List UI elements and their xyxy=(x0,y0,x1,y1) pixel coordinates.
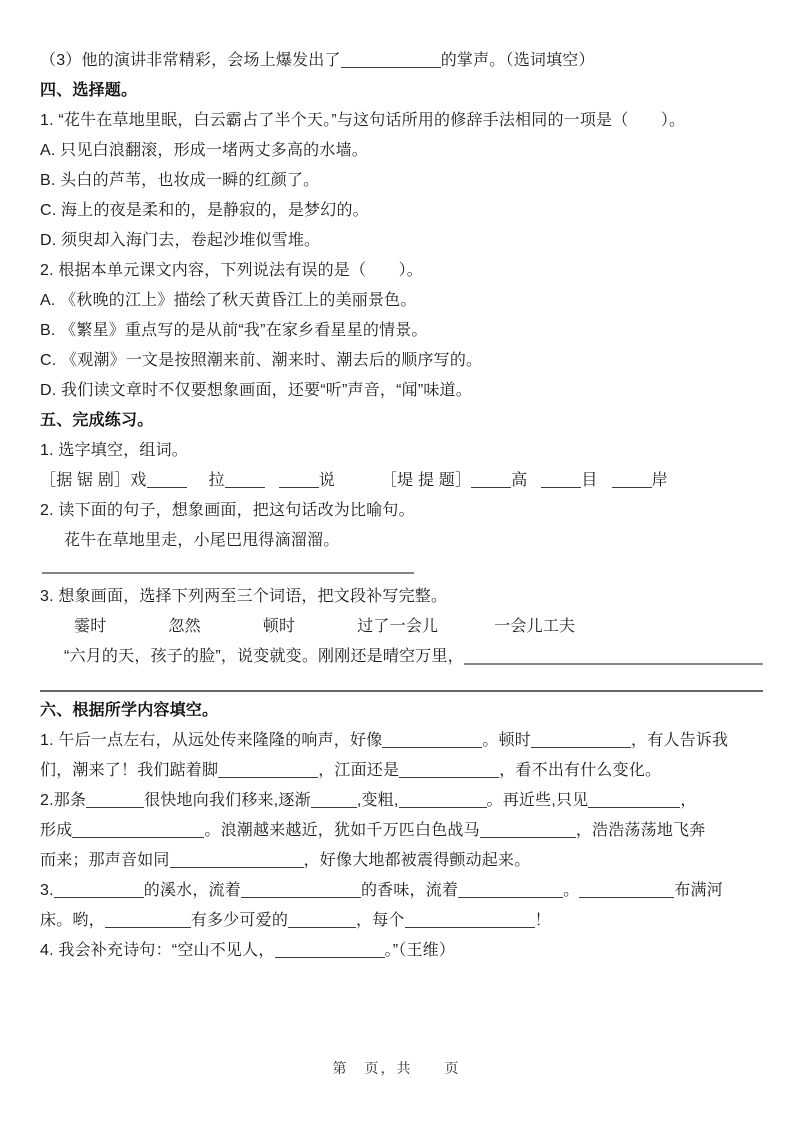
q5-2-answer-line xyxy=(42,572,414,574)
text-segment: 过了一会儿 xyxy=(357,618,439,635)
fill-in-blank xyxy=(588,793,680,808)
text-segment: 2. 读下面的句子，想象画面，把这句话改为比喻句。 xyxy=(40,502,415,519)
text-segment: 有多少可爱的 xyxy=(190,912,289,929)
q4-2-option-b xyxy=(40,316,763,346)
q5-2-stem xyxy=(40,496,763,526)
fill-in-blank xyxy=(399,763,499,778)
text-segment: ，江面还是 xyxy=(318,762,400,779)
text-segment: 。”（王维） xyxy=(384,942,456,959)
fill-in-blank xyxy=(72,823,204,838)
spacer xyxy=(201,630,263,631)
text-segment: 说 xyxy=(318,472,335,489)
text-segment: 。浪潮越来越近，犹如千万匹白色战马 xyxy=(204,822,480,839)
q4-1-option-a xyxy=(40,136,763,166)
text-segment: ［堤 提 题］ xyxy=(380,472,472,489)
text-segment: 四、选择题。 xyxy=(40,82,138,99)
text-segment: 六、根据所学内容填空。 xyxy=(40,702,219,719)
text-segment: ，好像大地都被震得颤动起来。 xyxy=(303,852,531,869)
q6-3-line-2 xyxy=(40,906,763,936)
text-segment: A. 只见白浪翻滚，形成一堵两丈多高的水墙。 xyxy=(40,142,368,159)
q6-2-line-1 xyxy=(40,786,763,816)
fill-in-blank xyxy=(579,883,674,898)
fill-in-blank xyxy=(341,53,441,68)
text-segment: 顿时 xyxy=(262,618,296,635)
q6-4-poem-fill xyxy=(40,936,763,966)
fill-in-blank xyxy=(147,473,187,488)
text-segment: C. 海上的夜是柔和的，是静寂的，是梦幻的。 xyxy=(40,202,369,219)
text-segment: ［据 锯 剧］戏 xyxy=(40,472,147,489)
fill-in-blank xyxy=(241,883,361,898)
fill-in-blank xyxy=(458,883,563,898)
text-segment: 3. 想象画面，选择下列两至三个词语，把文段补写完整。 xyxy=(40,588,448,605)
text-segment: 的溪水，流着 xyxy=(143,882,241,899)
fill-in-blank xyxy=(311,793,357,808)
text-segment: 拉 xyxy=(208,472,225,489)
q5-3-answer-line xyxy=(40,690,763,692)
fill-in-blank xyxy=(279,473,319,488)
fill-in-blank xyxy=(471,473,511,488)
text-segment: 形成 xyxy=(40,822,73,839)
fill-in-blank xyxy=(541,473,581,488)
section-4-heading xyxy=(40,76,763,106)
q6-3-line-1 xyxy=(40,876,763,906)
text-segment: 1. “花牛在草地里眠，白云霸占了半个天。”与这句话所用的修辞手法相同的一项是（ ）。 xyxy=(40,112,686,129)
spacer xyxy=(187,484,209,485)
text-segment: D. 须臾却入海门去，卷起沙堆似雪堆。 xyxy=(40,232,321,249)
fill-in-blank xyxy=(288,913,356,928)
text-segment: 4. 我会补充诗句：“空山不见人， xyxy=(40,942,275,959)
fill-in-blank xyxy=(218,763,318,778)
q5-1-stem xyxy=(40,436,763,466)
text-segment: 岸 xyxy=(651,472,668,489)
text-segment: 的香味，流着 xyxy=(360,882,459,899)
text-segment: 目 xyxy=(581,472,598,489)
fill-in-blank xyxy=(480,823,576,838)
text-segment: ，有人告诉我 xyxy=(631,732,729,749)
text-segment: C. 《观潮》一文是按照潮来前、潮来时、潮去后的顺序写的。 xyxy=(40,352,483,369)
text-segment: 布满河 xyxy=(674,882,723,899)
text-segment: 忽然 xyxy=(168,618,201,635)
text-segment: 2.那条 xyxy=(40,792,87,809)
spacer xyxy=(527,484,541,485)
spacer xyxy=(438,630,494,631)
fill-in-blank xyxy=(464,663,763,665)
section-5-heading xyxy=(40,406,763,436)
q4-1-option-b xyxy=(40,166,763,196)
fill-in-blank xyxy=(86,793,144,808)
text-segment: 。 xyxy=(563,882,580,899)
text-segment: 。顿时 xyxy=(482,732,531,749)
q6-2-line-3 xyxy=(40,846,763,876)
text-segment: A. 《秋晚的江上》描绘了秋天黄昏江上的美丽景色。 xyxy=(40,292,417,309)
text-segment: 床。哟， xyxy=(40,912,105,929)
text-segment: ！ xyxy=(534,912,551,929)
q4-1-stem xyxy=(40,106,763,136)
text-segment: D. 我们读文章时不仅要想象画面，还要“听”声音，“闻”味道。 xyxy=(40,382,472,399)
q5-3-passage xyxy=(40,642,763,672)
section-6-heading xyxy=(40,696,763,726)
fill-in-blank xyxy=(382,733,482,748)
q4-2-option-d xyxy=(40,376,763,406)
text-segment: ,变粗, xyxy=(356,792,399,809)
text-segment: 花牛在草地里走，小尾巴甩得滴溜溜。 xyxy=(64,532,340,549)
text-segment: B. 《繁星》重点写的是从前“我”在家乡看星星的情景。 xyxy=(40,322,428,339)
spacer xyxy=(335,484,381,485)
text-segment: （3）他的演讲非常精彩，会场上爆发出了 xyxy=(40,52,341,69)
fill-in-blank xyxy=(54,883,144,898)
q4-1-option-c xyxy=(40,196,763,226)
question-3-word-fill xyxy=(40,46,763,76)
text-segment: 霎时 xyxy=(74,618,107,635)
text-segment: 而来；那声音如同 xyxy=(40,852,170,869)
q4-1-option-d xyxy=(40,226,763,256)
q4-2-stem xyxy=(40,256,763,286)
text-segment: 3. xyxy=(40,882,54,899)
text-segment: 。再近些,只见 xyxy=(486,792,589,809)
q4-2-option-c xyxy=(40,346,763,376)
q5-3-stem xyxy=(40,582,763,612)
fill-in-blank xyxy=(405,913,535,928)
q5-2-sentence xyxy=(40,526,763,556)
text-segment: 1. 选字填空，组词。 xyxy=(40,442,188,459)
text-segment: B. 头白的芦苇，也妆成一瞬的红颜了。 xyxy=(40,172,320,189)
q4-2-option-a xyxy=(40,286,763,316)
text-segment: 2. 根据本单元课文内容，下列说法有误的是（ ）。 xyxy=(40,262,423,279)
fill-in-blank xyxy=(170,853,304,868)
text-segment: 一会儿工夫 xyxy=(494,618,576,635)
text-segment: 高 xyxy=(511,472,528,489)
q5-3-word-bank xyxy=(40,612,763,642)
fill-in-blank xyxy=(612,473,652,488)
text-segment: ，看不出有什么变化。 xyxy=(499,762,662,779)
q6-2-line-2 xyxy=(40,816,763,846)
q5-1-character-blanks xyxy=(40,466,763,496)
text-segment: “六月的天，孩子的脸”，说变就变。刚刚还是晴空万里， xyxy=(64,648,464,665)
text-segment: 1. 午后一点左右，从远处传来隆隆的响声，好像 xyxy=(40,732,383,749)
spacer xyxy=(106,630,168,631)
page-footer: 第 页，共 页 xyxy=(332,1060,461,1076)
fill-in-blank xyxy=(275,943,385,958)
fill-in-blank xyxy=(105,913,191,928)
q6-1-line-1 xyxy=(40,726,763,756)
spacer xyxy=(295,630,357,631)
spacer xyxy=(265,484,279,485)
text-segment: 们，潮来了！我们踮着脚 xyxy=(40,762,219,779)
text-segment: 的掌声。（选词填空） xyxy=(440,52,595,69)
spacer xyxy=(598,484,612,485)
text-segment: 五、完成练习。 xyxy=(40,412,154,429)
fill-in-blank xyxy=(399,793,487,808)
fill-in-blank xyxy=(225,473,265,488)
text-segment: ，每个 xyxy=(356,912,405,929)
text-segment: 很快地向我们移来,逐渐 xyxy=(144,792,311,809)
text-segment: ， xyxy=(680,792,697,809)
q6-1-line-2 xyxy=(40,756,763,786)
text-segment: ，浩浩荡荡地飞奔 xyxy=(575,822,706,839)
fill-in-blank xyxy=(531,733,631,748)
